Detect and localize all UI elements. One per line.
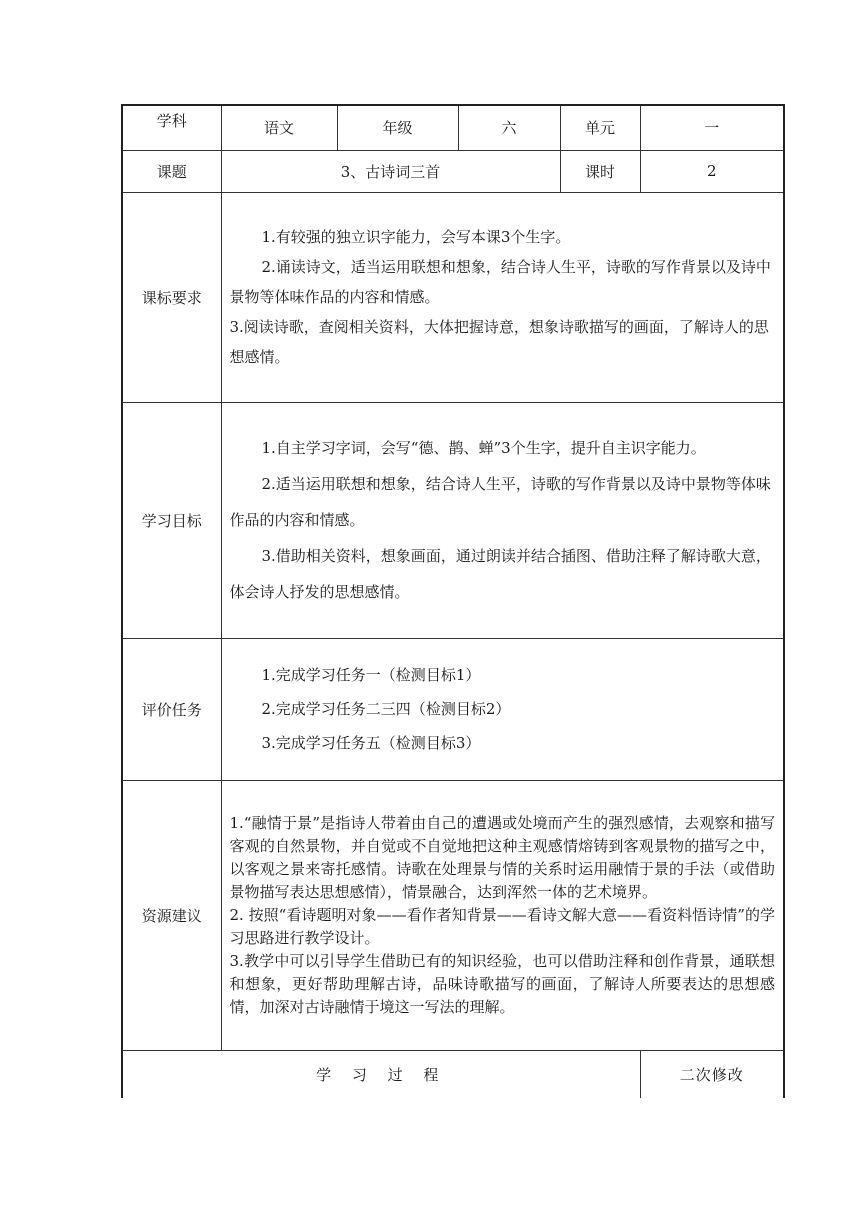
evaluation-item-2: 2.完成学习任务二三四（检测目标2） (261, 700, 511, 718)
period-label: 课时 (560, 150, 640, 192)
resources-item-1: 1.“融情于景”是指诗人带着由自己的遭遇或处境而产生的强烈感情，去观察和描写客观的自然景物，并自觉或不自觉地把这种主观感情熔铸到客观景物的描写之中，以客观之景来寄托感情。诗歌在处理景与情的关系时运用融情于景的手法（或借助景物描写表达思想感情），情景融合，达到浑然一体的艺术境界。 (229, 813, 775, 901)
goals-item-3: 3.借助相关资料，想象画面，通过朗读并结合插图、借助注释了解诗歌大意，体会诗人抒发的思想感情。 (229, 547, 771, 601)
evaluation-content (221, 638, 784, 780)
lesson-plan-sheet (121, 104, 783, 1098)
resources-item-2: 2. 按照“看诗题明对象——看作者知背景——看诗文解大意——看资料悟诗情”的学习思路进行教学设计。 (229, 905, 775, 947)
process-row (122, 1050, 784, 1098)
unit-value: 一 (640, 105, 784, 150)
goals-item-1: 1.自主学习字词，会写“德、鹊、蝉”3个生字，提升自主识字能力。 (261, 439, 706, 457)
period-value: 2 (640, 150, 784, 192)
goals-row (122, 402, 784, 638)
header-row (122, 105, 784, 150)
revision-label: 二次修改 (640, 1050, 784, 1098)
goals-item-2: 2.适当运用联想和想象，结合诗人生平，诗歌的写作背景以及诗中景物等体味作品的内容和情感。 (229, 475, 771, 529)
evaluation-row (122, 638, 784, 780)
standards-item-3: 3.阅读诗歌，查阅相关资料，大体把握诗意，想象诗歌描写的画面，了解诗人的思想感情。 (229, 318, 769, 366)
topic-label: 课题 (122, 150, 221, 192)
topic-row (122, 150, 784, 192)
evaluation-item-1: 1.完成学习任务一（检测目标1） (261, 666, 481, 684)
process-title: 学 习 过 程 (122, 1050, 640, 1098)
lesson-plan-table (121, 104, 785, 1098)
standards-content (221, 192, 784, 402)
resources-label: 资源建议 (122, 780, 221, 1050)
subject-label: 学科 (122, 105, 221, 150)
grade-value: 六 (458, 105, 560, 150)
standards-item-1: 1.有较强的独立识字能力，会写本课3个生字。 (261, 228, 571, 246)
topic-value: 3、古诗词三首 (221, 150, 560, 192)
resources-row (122, 780, 784, 1050)
goals-label: 学习目标 (122, 402, 221, 638)
subject-value: 语文 (221, 105, 337, 150)
resources-content (221, 780, 784, 1050)
standards-item-2: 2.诵读诗文，适当运用联想和想象，结合诗人生平，诗歌的写作背景以及诗中景物等体味作品的内容和情感。 (229, 258, 771, 306)
unit-label: 单元 (560, 105, 640, 150)
standards-row (122, 192, 784, 402)
evaluation-label: 评价任务 (122, 638, 221, 780)
resources-item-3: 3.教学中可以引导学生借助已有的知识经验，也可以借助注释和创作背景，通联想和想象，更好帮助理解古诗，品味诗歌描写的画面，了解诗人所要表达的思想感情，加深对古诗融情于境这一写法的理解。 (229, 951, 775, 1016)
goals-content (221, 402, 784, 638)
evaluation-item-3: 3.完成学习任务五（检测目标3） (261, 734, 481, 752)
grade-label: 年级 (337, 105, 458, 150)
standards-label: 课标要求 (122, 192, 221, 402)
